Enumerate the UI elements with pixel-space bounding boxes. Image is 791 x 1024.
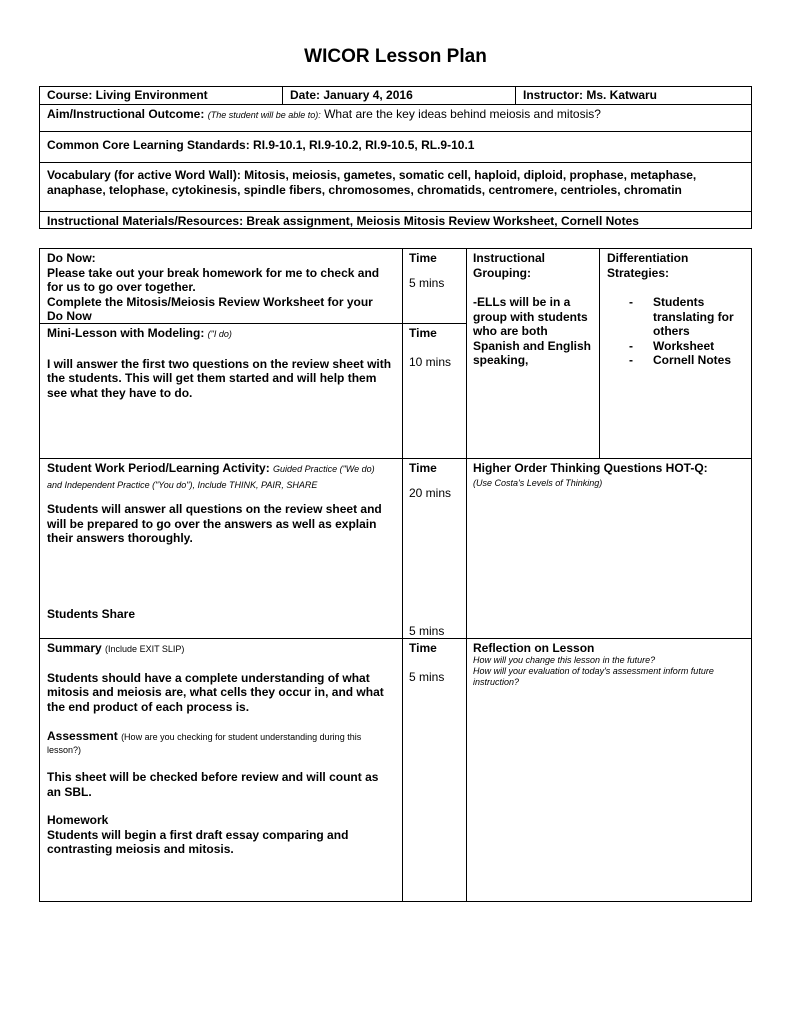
grouping-cell: [473, 251, 593, 368]
materials-field: Instructional Materials/Resources: Break assignment, Meiosis Mitosis Review Worksheet, Cornell Notes: [47, 214, 639, 228]
mini-lesson-text: I will answer the first two questions on the review sheet with the students. This will get them started and will help them see what they have to do.: [47, 356, 392, 400]
summary-cell: [47, 641, 392, 857]
aim-note: (The student will be able to):: [207, 110, 321, 120]
do-now-time: [409, 251, 444, 290]
reflection-q1: How will you change this lesson in the future?: [473, 655, 656, 665]
mini-lesson-note: ("I do): [207, 329, 232, 339]
do-now-cell: [47, 251, 392, 324]
aim-text: What are the key ideas behind meiosis and mitosis?: [324, 107, 601, 121]
grouping-label: Instructional Grouping:: [473, 251, 546, 280]
mini-lesson-time-label: Time: [409, 326, 437, 340]
work-period-cell: [47, 461, 392, 546]
lesson-table: [39, 248, 752, 902]
summary-note: (Include EXIT SLIP): [105, 644, 185, 654]
mini-lesson-label: Mini-Lesson with Modeling:: [47, 326, 205, 340]
homework-text: Students will begin a first draft essay comparing and contrasting meiosis and mitosis.: [47, 827, 349, 856]
do-now-label: Do Now:: [47, 251, 96, 265]
course-field: Course: Living Environment: [47, 88, 208, 102]
do-now-text-1: Please take out your break homework for me to check and for us to go over together.: [47, 265, 380, 294]
instructor-field: Instructor: Ms. Katwaru: [523, 88, 658, 102]
assessment-note: (How are you checking for student understanding during this lesson?): [47, 732, 362, 755]
do-now-text-2: Complete the Mitosis/Meiosis Review Worksheet for your Do Now: [47, 294, 373, 323]
mini-lesson-time-value: 10 mins: [409, 354, 452, 369]
mini-lesson-cell: [47, 326, 392, 400]
homework-label: Homework: [47, 813, 109, 827]
summary-time: [409, 641, 444, 684]
reflection-label: Reflection on Lesson: [473, 641, 595, 655]
aim-label: Aim/Instructional Outcome:: [47, 107, 205, 121]
hotq-note: (Use Costa's Levels of Thinking): [473, 477, 603, 488]
summary-text: Students should have a complete understanding of what mitosis and meiosis are, what cells they occur in, and what the end product of each process is.: [47, 670, 384, 714]
differentiation-list: [607, 295, 747, 368]
differentiation-item: - Worksheet: [629, 338, 715, 353]
date-field: Date: January 4, 2016: [290, 88, 413, 102]
assessment-label: Assessment: [47, 729, 118, 743]
do-now-time-value: 5 mins: [409, 275, 445, 290]
work-period-time-label: Time: [409, 461, 437, 475]
reflection-cell: [473, 641, 743, 688]
header-table: [39, 86, 752, 229]
hotq-cell: [473, 461, 748, 490]
summary-time-label: Time: [409, 641, 437, 655]
students-share: Students Share: [47, 607, 136, 621]
page-title: WICOR Lesson Plan: [304, 46, 487, 67]
grouping-text: -ELLs will be in a group with students who are both Spanish and English speaking,: [473, 295, 592, 367]
work-period-label: Student Work Period/Learning Activity:: [47, 461, 270, 475]
do-now-time-label: Time: [409, 251, 437, 265]
mini-lesson-time: [409, 326, 451, 369]
standards-field: Common Core Learning Standards: RI.9-10.1, RI.9-10.2, RI.9-10.5, RL.9-10.1: [47, 138, 475, 152]
work-period-time: [409, 461, 451, 500]
differentiation-item: - Students translating for others: [629, 295, 734, 338]
differentiation-label: Differentiation Strategies:: [607, 251, 689, 280]
differentiation-item: - Cornell Notes: [629, 353, 732, 367]
share-time-value: 5 mins: [409, 624, 445, 638]
vocabulary-field: Vocabulary (for active Word Wall): Mitosis, meiosis, gametes, somatic cell, haploid, diploid, prophase, metaphase, anaphase, telophase, cytokinesis, spindle fibers, chromosomes, chromatids, centromere, centrioles, chromatin: [47, 168, 697, 197]
differentiation-cell: [607, 251, 747, 368]
summary-label: Summary: [47, 641, 102, 655]
work-period-time-value: 20 mins: [409, 485, 452, 500]
work-period-note: Guided Practice ("We do) and Independent Practice ("You do"), Include THINK, PAIR, SHARE: [47, 464, 375, 490]
work-period-text: Students will answer all questions on the review sheet and will be prepared to go over the answers as well as explain their answers thoroughly.: [47, 502, 382, 545]
assessment-text: This sheet will be checked before review and will count as an SBL.: [47, 770, 379, 799]
reflection-q2: How will your evaluation of today's assessment inform future instruction?: [473, 666, 714, 687]
summary-time-value: 5 mins: [409, 669, 445, 684]
hotq-label: Higher Order Thinking Questions HOT-Q:: [473, 461, 708, 475]
aim-row: [47, 107, 747, 121]
